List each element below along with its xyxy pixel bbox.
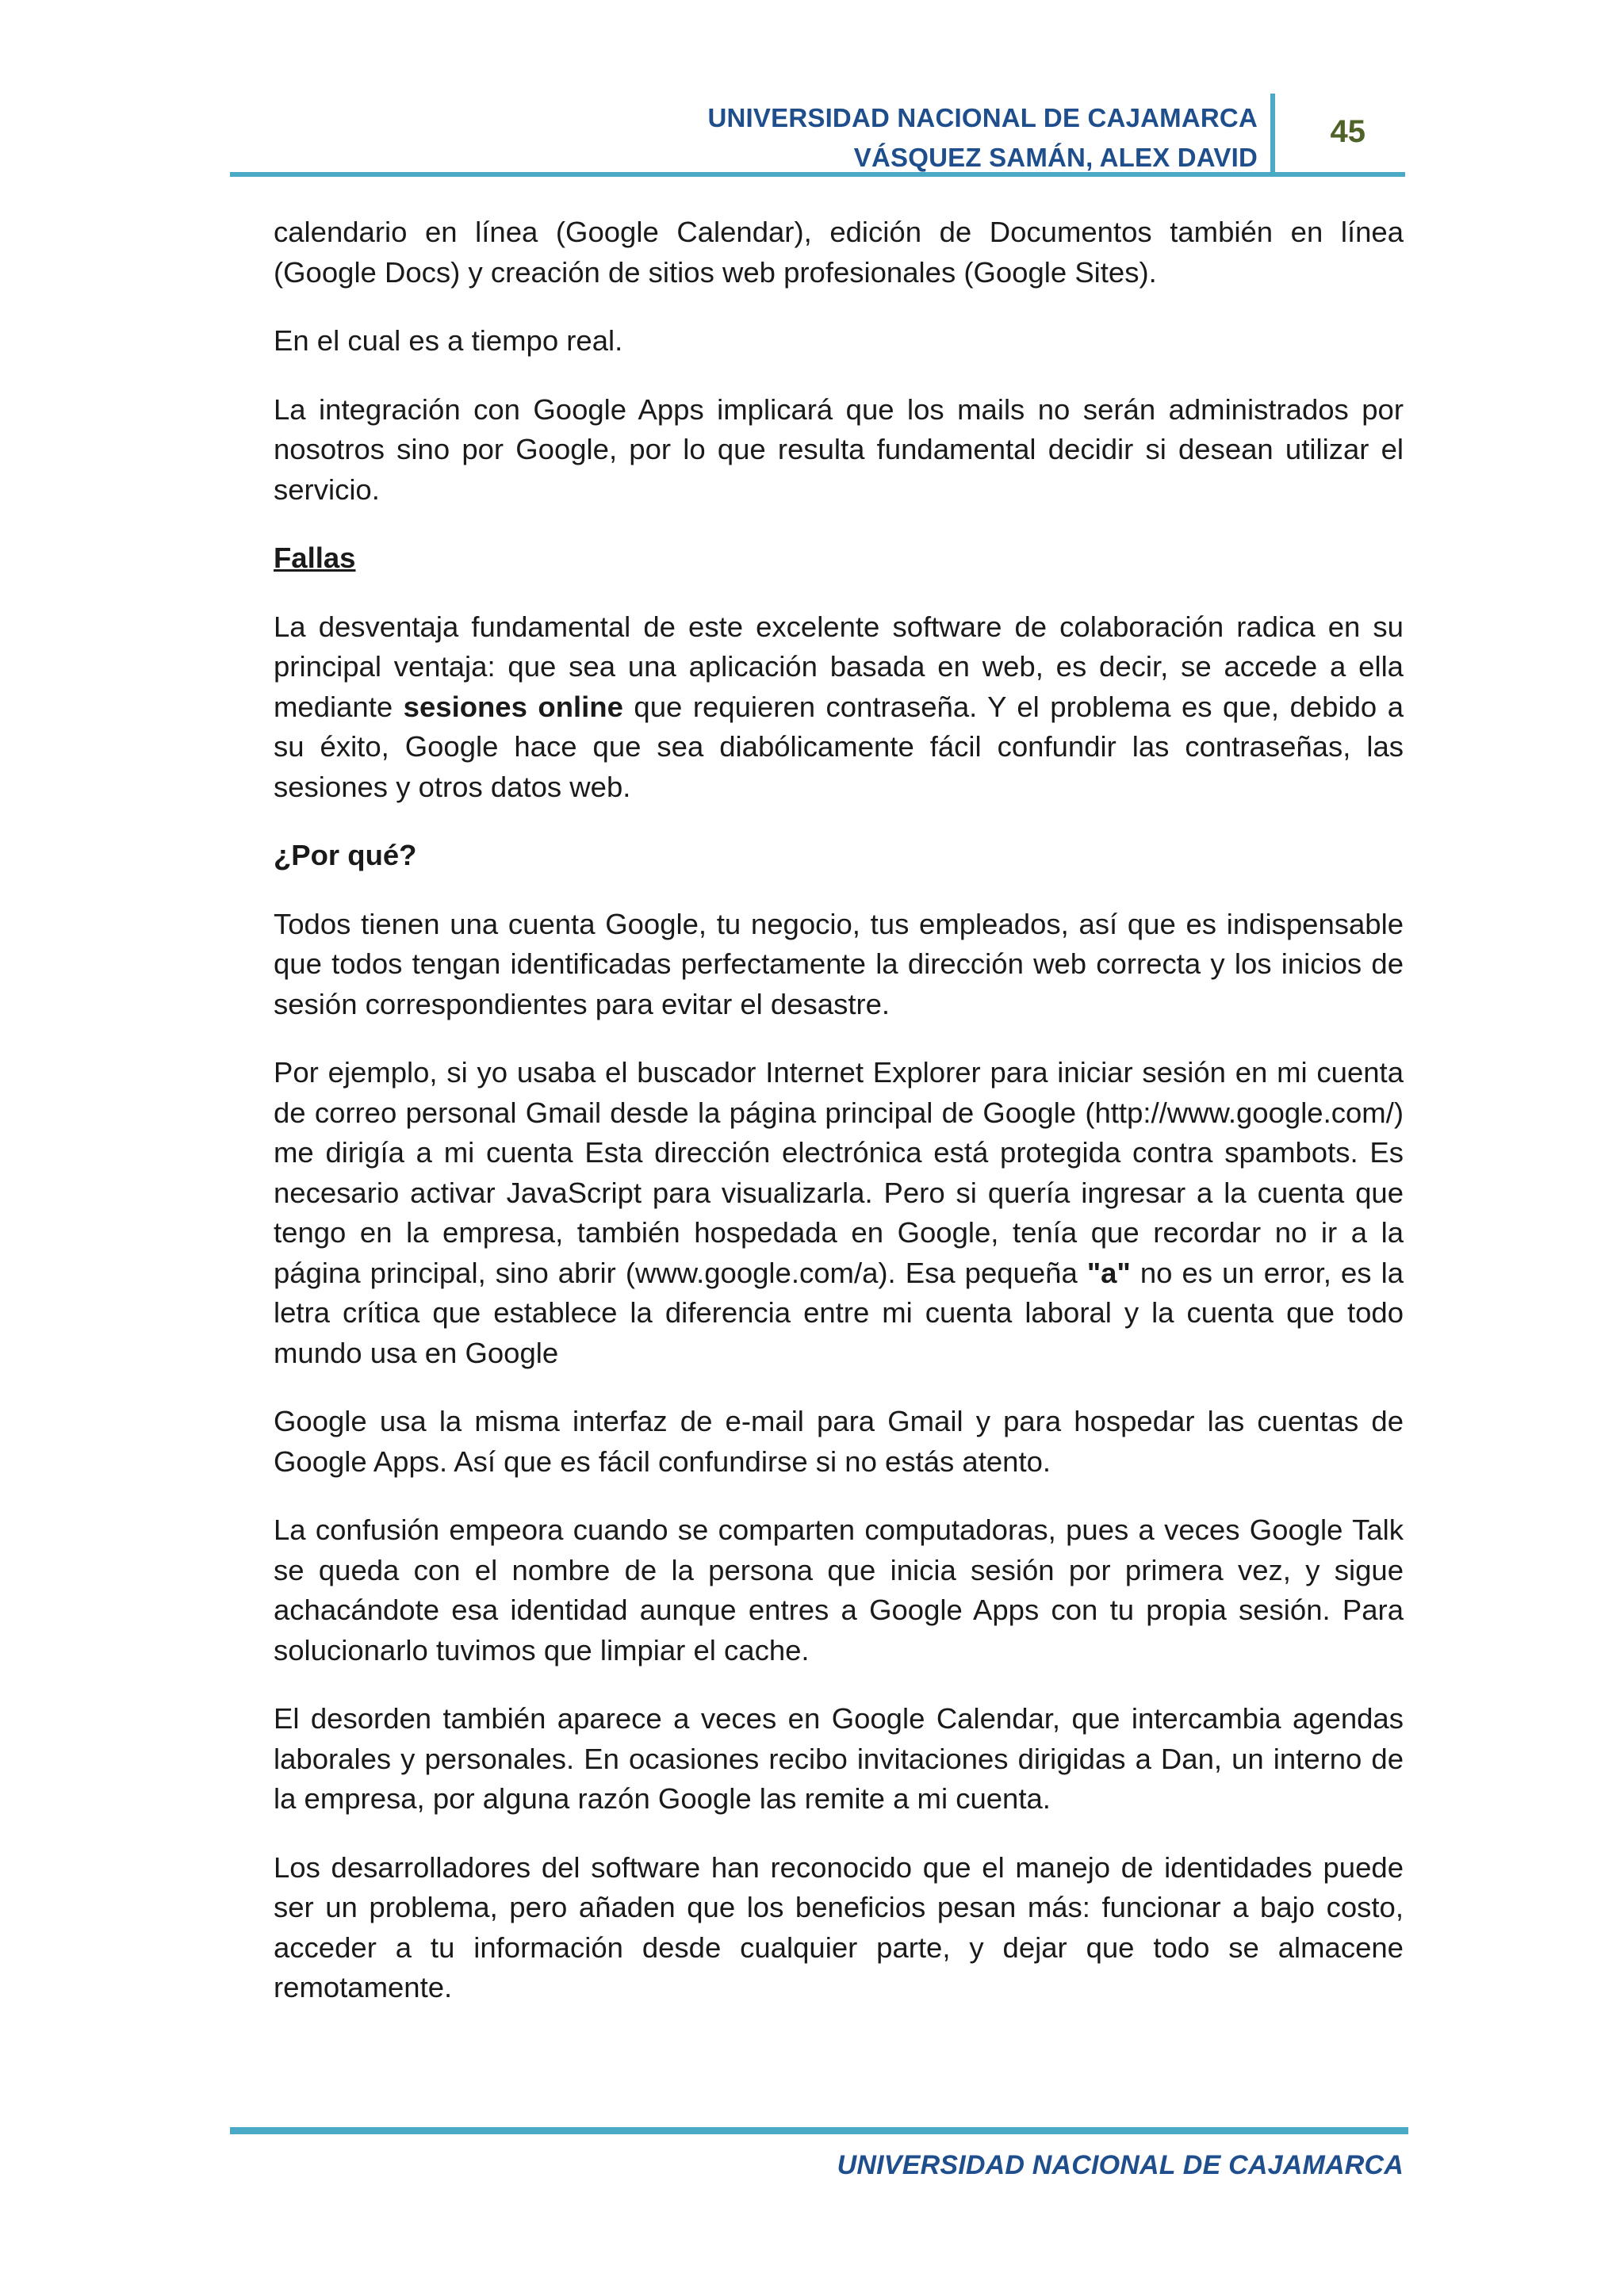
header-author: VÁSQUEZ SAMÁN, ALEX DAVID — [853, 143, 1258, 172]
paragraph-6-bold: "a" — [1086, 1256, 1131, 1289]
paragraph-5: Todos tienen una cuenta Google, tu negocio, tus empleados, así que es indispensable que todos tengan identificadas perfectamente la dirección web correcta y los inicios de sesión correspondientes para evitar el desastre. — [274, 907, 1404, 1020]
page-number: 45 — [1330, 114, 1365, 149]
footer-rule — [230, 2127, 1408, 2134]
paragraph-1: calendario en línea (Google Calendar), edición de Documentos también en línea (Google Docs) y creación de sitios web profesionales (Google Sites). — [274, 216, 1404, 289]
header-vertical-divider — [1270, 94, 1275, 174]
paragraph-9: El desorden también aparece a veces en Google Calendar, que intercambia agendas laborales y personales. En ocasiones recibo invitaciones dirigidas a Dan, un interno de la empresa, por alguna razón Google las remite a mi cuenta. — [274, 1702, 1404, 1815]
header-rule — [230, 172, 1405, 177]
paragraph-7: Google usa la misma interfaz de e-mail para Gmail y para hospedar las cuentas de Google Apps. Así que es fácil confundirse si no estás atento. — [274, 1405, 1404, 1478]
paragraph-6-text-b: no es un error, es la letra crítica que establece la diferencia entre mi cuenta laboral y la cuenta que todo mundo usa en Google — [274, 1256, 1404, 1369]
paragraph-3: La integración con Google Apps implicará que los mails no serán administrados por nosotros sino por Google, por lo que resulta fundamental decidir si desean utilizar el servicio. — [274, 392, 1404, 506]
paragraph-10: Los desarrolladores del software han reconocido que el manejo de identidades puede ser un problema, pero añaden que los beneficios pesan más: funcionar a bajo costo, acceder a tu información desde cualquier parte, y dejar que todo se almacene remotamente. — [274, 1850, 1404, 2003]
paragraph-4-text-a: La desventaja fundamental de este excelente software de colaboración radica en su principal ventaja: que sea una aplicación basada en web, es decir, se accede a ella mediante — [274, 610, 1404, 723]
paragraph-6-text-a: Por ejemplo, si yo usaba el buscador Internet Explorer para iniciar sesión en mi cuenta de correo personal Gmail desde la página principal de Google (http://www.google.com/) me dirigía a mi cuenta Esta dirección electrónica está protegida contra spambots. Es necesario activar JavaScript para visualizarla. Pero si quería ingresar a la cuenta que tengo en la empresa, también hospedada en Google, tenía que recordar no ir a la página principal, sino abrir (www.google.com/a). Esa pequeña — [274, 1056, 1404, 1289]
paragraph-4-bold: sesiones online — [403, 690, 623, 723]
paragraph-2: En el cual es a tiempo real. — [274, 324, 623, 357]
footer-institution: UNIVERSIDAD NACIONAL DE CAJAMARCA — [837, 2150, 1404, 2180]
paragraph-8: La confusión empeora cuando se comparten computadoras, pues a veces Google Talk se queda con el nombre de la persona que inicia sesión por primera vez, y sigue achacándote esa identidad aunque entres a Google Apps con tu propia sesión. Para solucionarlo tuvimos que limpiar el cache. — [274, 1513, 1404, 1667]
paragraph-6 — [274, 1053, 1404, 1373]
header-text-block — [707, 98, 1258, 178]
paragraph-4-text-b: que requieren contraseña. Y el problema es que, debido a su éxito, Google hace que sea diabólicamente fácil confundir las contraseñas, las sesiones y otros datos web. — [274, 690, 1404, 803]
page-body — [274, 212, 1404, 2037]
page-header — [230, 94, 1405, 174]
paragraph-4 — [274, 607, 1404, 808]
heading-por-que: ¿Por qué? — [274, 839, 417, 871]
heading-fallas: Fallas — [274, 541, 356, 574]
header-institution: UNIVERSIDAD NACIONAL DE CAJAMARCA — [707, 103, 1258, 132]
